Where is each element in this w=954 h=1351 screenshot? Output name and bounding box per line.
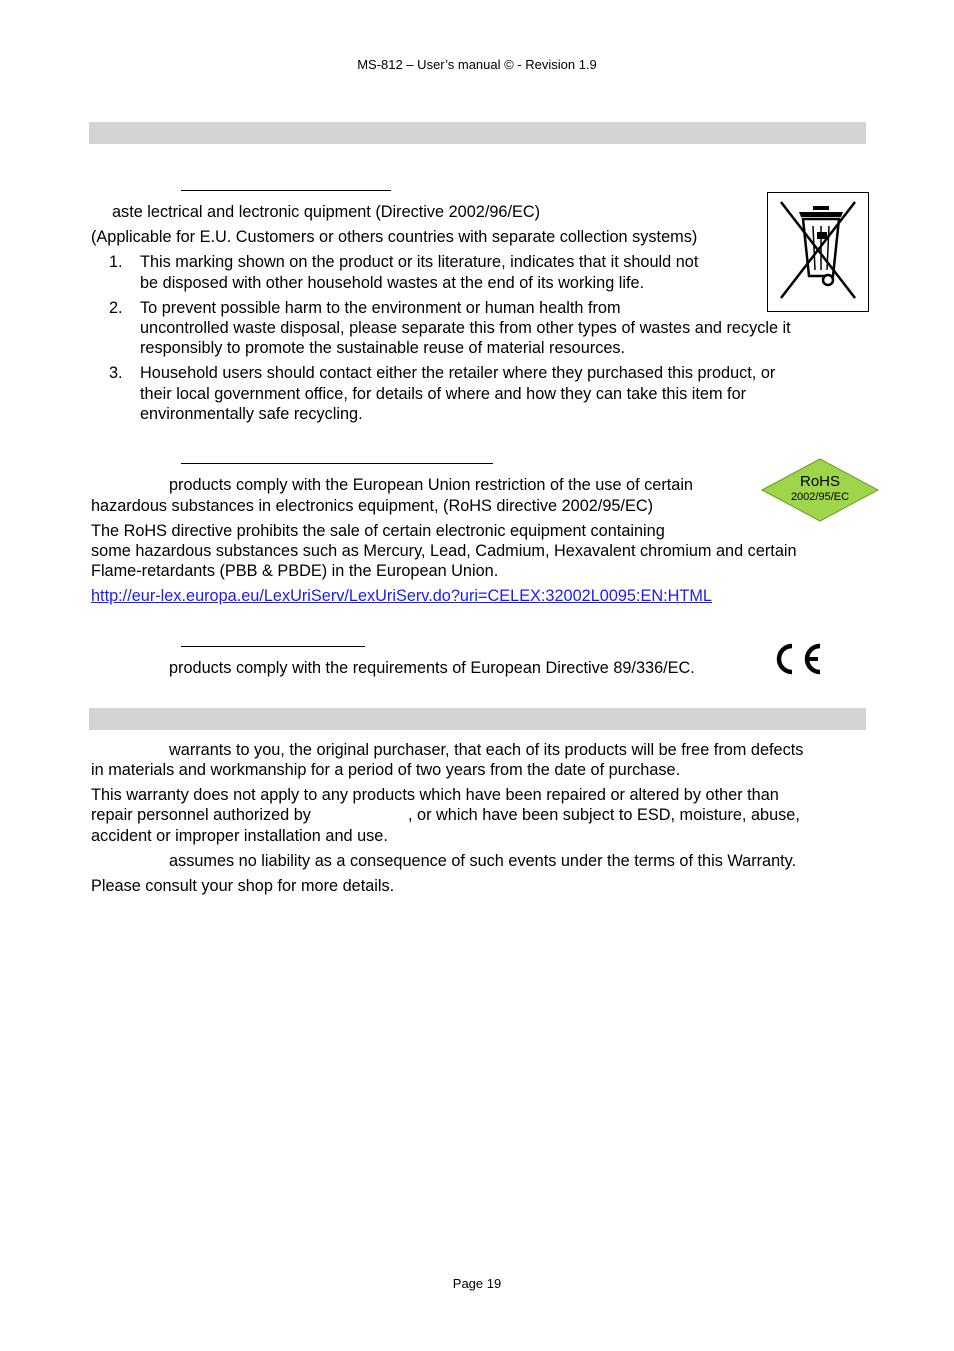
warranty-paragraph-1: in materials and workmanship for a period of two years from the date of purchase. xyxy=(91,761,681,779)
rohs-logo xyxy=(760,457,880,523)
list-item-text: This marking shown on the product or its literature, indicates that it should not xyxy=(140,253,699,271)
ce-heading-underline xyxy=(181,646,365,647)
list-item-number: 3. xyxy=(109,364,123,382)
page-number: Page 19 xyxy=(452,1276,502,1291)
rohs-paragraph-1: hazardous substances in electronics equipment, (RoHS directive 2002/95/EC) xyxy=(91,497,653,515)
rohs-logo-directive: 2002/95/EC xyxy=(790,491,850,503)
list-item-text: be disposed with other household wastes at the end of its working life. xyxy=(140,274,645,292)
list-item-text: their local government office, for details of where and how they can take this item for xyxy=(140,385,747,403)
ce-paragraph: products comply with the requirements of European Directive 89/336/EC. xyxy=(169,659,695,677)
rohs-heading-underline xyxy=(181,463,493,464)
weee-title: aste lectrical and lectronic quipment (Directive 2002/96/EC) xyxy=(112,203,541,221)
section-bar-warranty xyxy=(89,708,866,730)
rohs-paragraph-2: Flame-retardants (PBB & PBDE) in the European Union. xyxy=(91,562,499,580)
warranty-paragraph-4: Please consult your shop for more details. xyxy=(91,877,395,895)
section-bar-compliance xyxy=(89,122,866,144)
rohs-logo-title: RoHS xyxy=(799,473,841,490)
weee-applicability: (Applicable for E.U. Customers or others countries with separate collection systems) xyxy=(91,228,698,246)
list-item-text: To prevent possible harm to the environment or human health from xyxy=(140,299,621,317)
list-item-text: responsibly to promote the sustainable reuse of material resources. xyxy=(140,339,626,357)
warranty-paragraph-3: assumes no liability as a consequence of such events under the terms of this Warranty. xyxy=(169,852,797,870)
rohs-paragraph-2: The RoHS directive prohibits the sale of certain electronic equipment containing xyxy=(91,522,665,540)
warranty-paragraph-2: This warranty does not apply to any products which have been repaired or altered by other than xyxy=(91,786,779,804)
warranty-paragraph-2: , or which have been subject to ESD, moisture, abuse, xyxy=(408,806,800,824)
warranty-paragraph-2: accident or improper installation and use. xyxy=(91,827,388,845)
weee-heading-underline xyxy=(181,190,391,191)
rohs-directive-link[interactable]: http://eur-lex.europa.eu/LexUriServ/LexUriServ.do?uri=CELEX:32002L0095:EN:HTML xyxy=(91,587,712,605)
ce-mark-logo xyxy=(770,640,824,678)
crossed-out-wheelie-bin-icon xyxy=(767,192,869,312)
rohs-paragraph-2: some hazardous substances such as Mercury, Lead, Cadmium, Hexavalent chromium and certain xyxy=(91,542,797,560)
list-item-text: uncontrolled waste disposal, please separate this from other types of wastes and recycle it xyxy=(140,319,791,337)
list-item-text: Household users should contact either the retailer where they purchased this product, or xyxy=(140,364,776,382)
warranty-paragraph-1: warrants to you, the original purchaser, that each of its products will be free from defects xyxy=(169,741,804,759)
warranty-paragraph-2: repair personnel authorized by xyxy=(91,806,311,824)
page-header: MS-812 – User’s manual © - Revision 1.9 xyxy=(357,57,597,72)
list-item-number: 2. xyxy=(109,299,123,317)
list-item-number: 1. xyxy=(109,253,123,271)
rohs-paragraph-1: products comply with the European Union restriction of the use of certain xyxy=(169,476,693,494)
list-item-text: environmentally safe recycling. xyxy=(140,405,363,423)
